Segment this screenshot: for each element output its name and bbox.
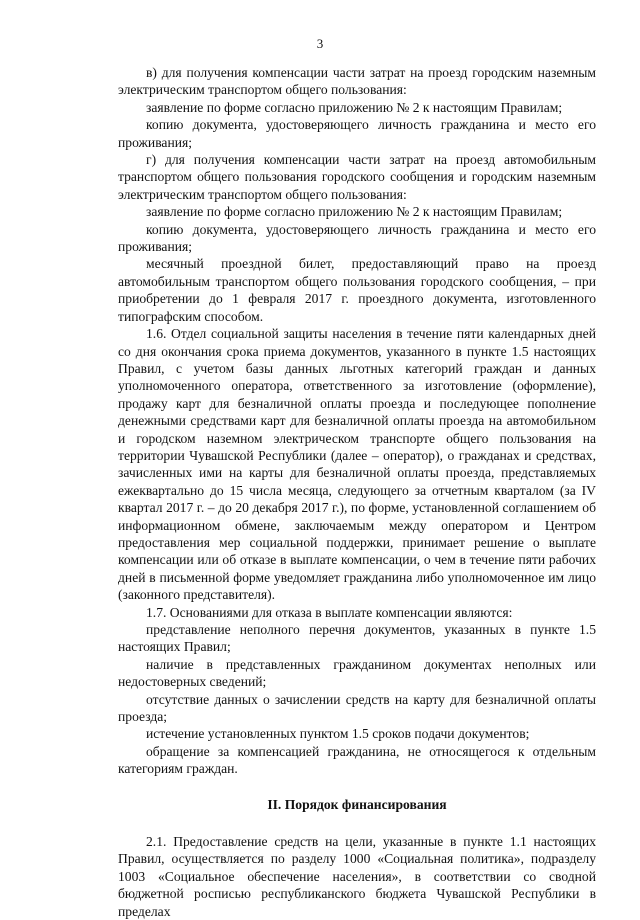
paragraph-monthly-ticket: месячный проездной билет, предоставляющий право на проезд автомобильным транспортом общего пользования городского сообщения, – при приобретении до 1 февраля 2017 г. проездного документа, изготовленного типографским способом. — [118, 256, 596, 324]
paragraph-identity-document: копию документа, удостоверяющего личность гражданина и место его проживания; — [118, 221, 596, 255]
paragraph-item-g: г) для получения компенсации части затрат на проезд автомобильным транспортом общего пользования городского сообщения и городским наземным электрическим транспортом общего пользования: — [118, 152, 596, 202]
paragraph-refusal-deadline-expired: истечение установленных пунктом 1.5 сроков подачи документов; — [146, 726, 530, 742]
paragraph-refusal-no-deposit-data: отсутствие данных о зачислении средств на карту для безналичной оплаты проезда; — [118, 691, 596, 725]
paragraph-refusal-incomplete-list: представление неполного перечня документов, указанных в пункте 1.5 настоящих Правил; — [118, 622, 596, 655]
paragraph-refusal-wrong-category: обращение за компенсацией гражданина, не относящегося к отдельным категориям граждан. — [118, 743, 596, 777]
paragraph-1-7: 1.7. Основаниями для отказа в выплате компенсации являются: — [146, 604, 513, 620]
paragraph-identity-document: копию документа, удостоверяющего личность гражданина и место его проживания; — [118, 117, 596, 150]
page-number: 3 — [316, 36, 324, 51]
section-heading: II. Порядок финансирования — [267, 796, 447, 812]
paragraph-refusal-inaccurate-data: наличие в представленных гражданином документах неполных или недостоверных сведений; — [118, 656, 596, 690]
paragraph-2-1: 2.1. Предоставление средств на цели, указанные в пункте 1.1 настоящих Правил, осуществляется по разделу 1000 «Социальная политика», подразделу 1003 «Социальное обеспечение населения», в соответствии со сводной бюджетной росписью республиканского бюджета Чувашской Республики в пределах — [118, 834, 596, 919]
paragraph-item-v: в) для получения компенсации части затрат на проезд городским наземным электрическим транспортом общего пользования: — [118, 65, 596, 98]
document-body — [118, 64, 596, 920]
paragraph-application-form: заявление по форме согласно приложению № 2 к настоящим Правилам; — [146, 204, 563, 220]
paragraph-application-form: заявление по форме согласно приложению № 2 к настоящим Правилам; — [146, 99, 563, 115]
paragraph-1-6: 1.6. Отдел социальной защиты населения в течение пяти календарных дней со дня окончания срока приема документов, указанного в пункте 1.5 настоящих Правил, с учетом базы данных льготных категорий граждан и данных уполномоченного оператора, ответственного за изготовление (оформление), продажу карт для безналичной оплаты проезда и последующее пополнение денежными средствами карт для безналичной оплаты проезда на автомобильном и городском наземном электрическом транспорте общего пользования на территории Чувашской Республики (далее – оператор), о гражданах и средствах, зачисленных ими на карты для безналичной оплаты проезда, представляемых ежеквартально до 15 числа месяца, следующего за отчетным кварталом (за IV квартал 2017 г. – до 20 декабря 2017 г.), по форме, установленной соглашением об информационном обмене, заключаемым между оператором и Центром предоставления мер социальной поддержки, принимает решение о выплате компенсации или об отказе в выплате компенсации, о чем в течение пяти рабочих дней в письменной форме уведомляет гражданина либо уполномоченное им лицо (законного представителя). — [118, 326, 596, 603]
